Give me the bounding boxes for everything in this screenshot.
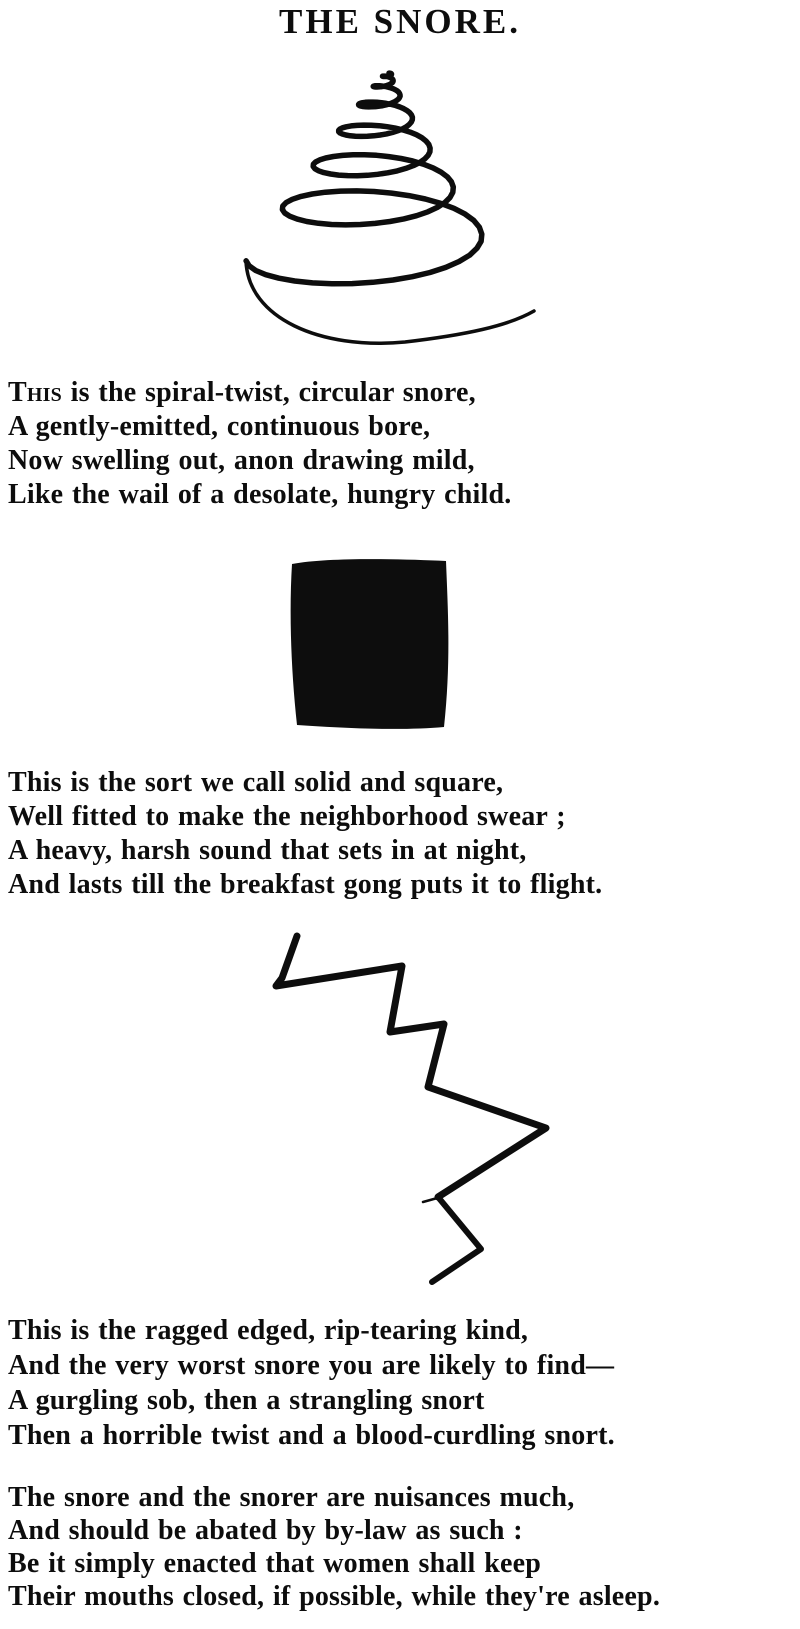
spiral-drawing-figure (190, 55, 570, 355)
stanza-closing (8, 1481, 660, 1613)
solid-square-drawing (275, 548, 460, 738)
poem-line: This is the sort we call solid and square, (8, 767, 504, 798)
poem-line: And lasts till the breakfast gong puts it to flight. (8, 869, 603, 900)
poem-line: Then a horrible twist and a blood-curdling snort. (8, 1420, 615, 1451)
poem-line: And the very worst snore you are likely to find— (8, 1350, 615, 1381)
stanza-zigzag (8, 1313, 615, 1453)
poem-line: And should be abated by by-law as such : (8, 1515, 523, 1546)
zigzag-snore-drawing (255, 915, 565, 1295)
poem-line: A gently-emitted, continuous bore, (8, 411, 431, 442)
lead-word: This (8, 377, 62, 408)
poem-line: Their mouths closed, if possible, while they're asleep. (8, 1581, 661, 1612)
poem-line: Now swelling out, anon drawing mild, (8, 445, 475, 476)
poem-line: This is the spiral-twist, circular snore, (8, 377, 476, 408)
poem-line: The snore and the snorer are nuisances much, (8, 1482, 575, 1513)
poem-line: Be it simply enacted that women shall keep (8, 1548, 542, 1579)
page-title: THE SNORE. (279, 2, 521, 41)
square-drawing-figure (275, 548, 460, 738)
poem-line: A gurgling sob, then a strangling snort (8, 1385, 485, 1416)
spiral-snore-drawing (190, 55, 570, 355)
zigzag-drawing-figure (255, 915, 565, 1295)
poem-line: This is the ragged edged, rip-tearing kind, (8, 1315, 529, 1346)
stanza-spiral (8, 376, 512, 512)
poem-line: Like the wail of a desolate, hungry child. (8, 479, 512, 510)
poem-line: A heavy, harsh sound that sets in at night, (8, 835, 527, 866)
poem-line: Well fitted to make the neighborhood swear ; (8, 801, 566, 832)
stanza-square (8, 766, 602, 902)
